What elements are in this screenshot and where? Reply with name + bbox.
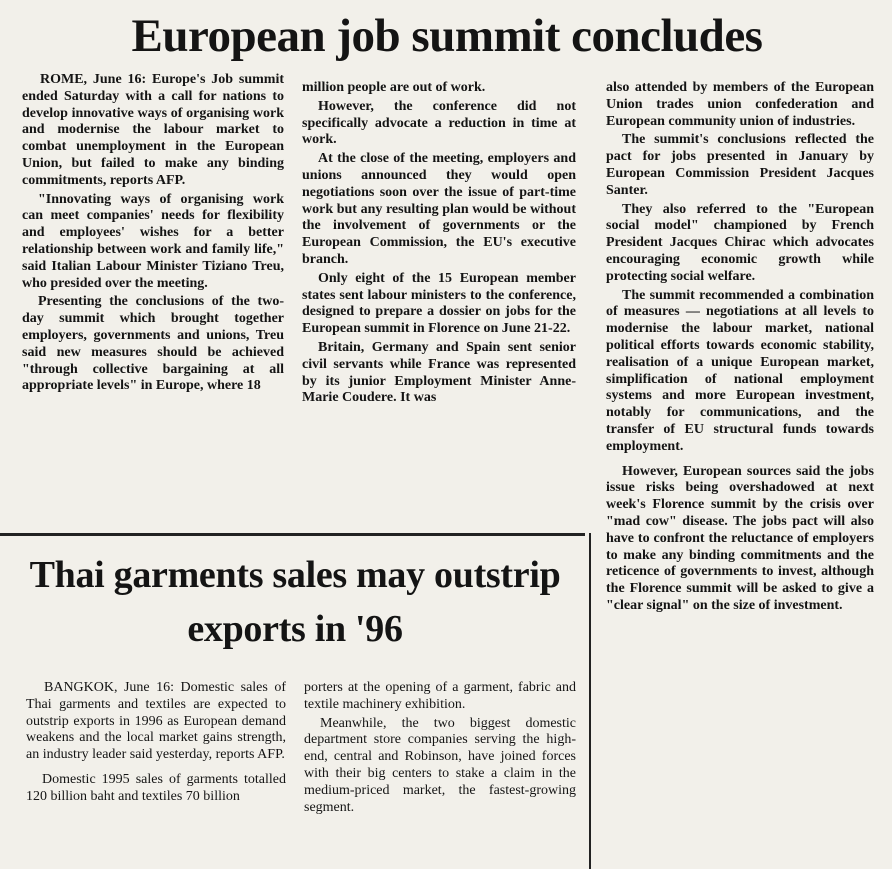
article1-paragraph: However, the conference did not specifically advocate a reduction in time at work.	[302, 98, 576, 148]
article1-paragraph: ROME, June 16: Europe's Job summit ended Saturday with a call for nations to develop innovative ways of organising work and modernise the labour market to combat unemployment in the European Union, but failed to make any binding commitments, reports AFP.	[22, 72, 284, 188]
article1-paragraph: However, European sources said the jobs issue risks being overshadowed at next week's Florence summit by the crisis over "mad cow" disease. The jobs pact will also have to confront the reluctance of employers to make any binding commitments and the reticence of governments to invest, although the Florence summit will be asked to give a "clear signal" on the size of investment.	[606, 463, 874, 613]
article1-paragraph: also attended by members of the European Union trades union confederation and European community union of industries.	[606, 80, 874, 129]
article1-paragraph: Britain, Germany and Spain sent senior civil servants while France was represented by its junior Employment Minister Anne-Marie Coudere. It was	[302, 339, 576, 406]
article2-paragraph: Meanwhile, the two biggest domestic department store companies serving the high-end, central and Robinson, have joined forces with their big centers to stake a claim in the medium-priced market, the fastest-growing segment.	[304, 715, 576, 815]
article2-column-1	[26, 680, 286, 869]
article1-paragraph: Presenting the conclusions of the two-day summit which brought together employers, governments and unions, Treu said new measures should be achieved "through collective bargaining at all appropriate levels" in Europe, where 18	[22, 294, 284, 394]
section-divider-horizontal	[0, 533, 585, 536]
article1-column-1	[22, 72, 284, 524]
headline-thai-garments: Thai garments sales may outstrip exports in '96	[29, 554, 561, 650]
article1-paragraph: million people are out of work.	[302, 80, 486, 95]
article1-paragraph: At the close of the meeting, employers and unions announced they would open negotiations soon over the issue of part-time work but any resulting plan would be without the involvement of governments or the European Commission, the EU's executive branch.	[302, 151, 576, 267]
article1-paragraph: They also referred to the "European social model" championed by French President Jacques Chirac which advocates encouraging economic growth while protecting social welfare.	[606, 201, 874, 284]
article1-column-3	[606, 80, 874, 862]
section-divider-vertical	[589, 533, 591, 869]
article1-paragraph: The summit's conclusions reflected the pact for jobs presented in January by European Commission President Jacques Santer.	[606, 132, 874, 198]
article2-paragraph: BANGKOK, June 16: Domestic sales of Thai garments and textiles are expected to outstrip exports in 1996 as European demand weakens and the local market gains strength, an industry leader said yesterday, reports AFP.	[26, 680, 286, 763]
article2-column-2	[304, 680, 576, 869]
article1-paragraph: "Innovating ways of organising work can meet companies' needs for flexibility and employees' wishes for a better relationship between work and family life," said Italian Labour Minister Tiziano Treu, who presided over the meeting.	[22, 191, 284, 291]
headline-european-job-summit: European job summit concludes	[131, 10, 763, 62]
article1-paragraph: Only eight of the 15 European member states sent labour ministers to the conference, designed to prepare a dossier on jobs for the European summit in Florence on June 21-22.	[302, 270, 576, 337]
article2-paragraph: Domestic 1995 sales of garments totalled 120 billion baht and textiles 70 billion	[26, 771, 286, 804]
article2-paragraph: porters at the opening of a garment, fabric and textile machinery exhibition.	[304, 680, 576, 712]
article1-paragraph: The summit recommended a combination of measures — negotiations at all levels to modernise the labour market, national political efforts towards economic stability, realisation of a unique European market, simplification of national employment systems and more European investment, notably for communications, and the transfer of EU structural funds towards employment.	[606, 287, 874, 454]
article1-column-2	[302, 80, 576, 520]
